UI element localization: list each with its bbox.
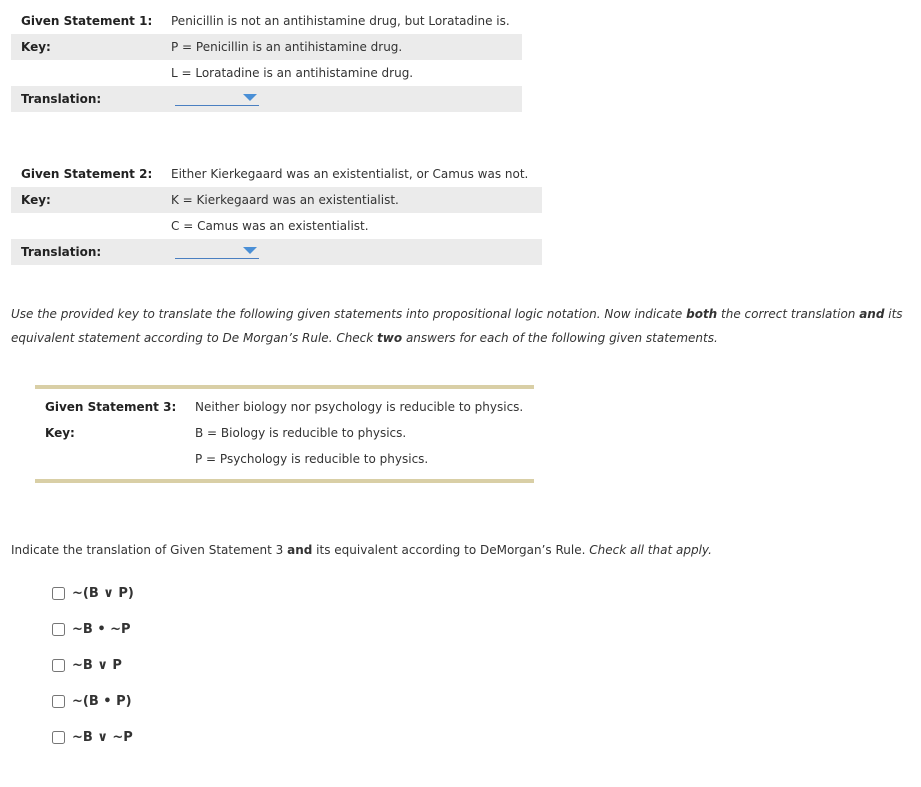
statement3-table [35,389,534,476]
statement2-row [11,161,542,187]
instructions-emphasis: both [686,307,718,321]
statement3-key-label: Key: [45,426,75,440]
statement2-key-label: Key: [21,193,51,207]
question-text: its equivalent according to DeMorgan’s Rule. [312,543,590,557]
instructions-emphasis: and [859,307,885,321]
statement3-text: Neither biology nor psychology is reducible to physics. [195,400,524,414]
question-instruction: Check all that apply. [589,543,712,557]
statement3-row [35,398,534,424]
statement3-label: Given Statement 3: [45,400,177,414]
statement1-key-row [11,34,522,60]
statement2-key-row [11,187,542,213]
option-checkbox-row[interactable] [52,585,134,601]
statement2-translation-label: Translation: [21,245,102,259]
option-checkbox[interactable] [52,731,65,744]
option-checkbox[interactable] [52,623,65,636]
statement1-translation-row [11,86,522,112]
statement1-key1: P = Penicillin is an antihistamine drug. [171,40,403,54]
option-checkbox-row[interactable] [52,729,133,745]
statement2-key1: K = Kierkegaard was an existentialist. [171,193,399,207]
chevron-down-icon [243,247,257,254]
statement2-text: Either Kierkegaard was an existentialist, or Camus was not. [171,167,529,181]
question-emphasis: and [287,543,313,557]
statement1-translation-dropdown[interactable] [175,92,259,106]
statement3-key2-row [35,450,534,476]
option-label: ~B • ~P [72,621,131,637]
instructions-text: Use the provided key to translate the following given statements into propositional logic notation. Now indicate [11,307,687,321]
instructions-text: answers for each of the following given statements. [402,331,718,345]
option-label: ~(B • P) [72,693,132,709]
statement3-key-row [35,424,534,450]
statement1-row [11,8,522,34]
chevron-down-icon [243,94,257,101]
option-checkbox[interactable] [52,695,65,708]
option-checkbox-row[interactable] [52,621,131,637]
statement1-key-label: Key: [21,40,51,54]
statement2-translation-dropdown[interactable] [175,245,259,259]
option-label: ~B ∨ ~P [72,729,133,745]
option-checkbox[interactable] [52,659,65,672]
statement1-key2: L = Loratadine is an antihistamine drug. [171,66,414,80]
statement1-key2-row [11,60,522,86]
statement2-table [11,161,542,265]
statement3-box [35,385,534,483]
question-text: Indicate the translation of Given Statement 3 [11,543,288,557]
statement2-key2: C = Camus was an existentialist. [171,219,369,233]
statement2-label: Given Statement 2: [21,167,153,181]
instructions-text: its equivalent statement according to De Morgan’s Rule. Check [11,307,903,345]
statement1-label: Given Statement 1: [21,14,153,28]
option-checkbox[interactable] [52,587,65,600]
statement3-key2: P = Psychology is reducible to physics. [195,452,429,466]
statement2-key2-row [11,213,542,239]
statement2-translation-row [11,239,542,265]
statement3-key1: B = Biology is reducible to physics. [195,426,407,440]
option-checkbox-row[interactable] [52,657,122,673]
instructions-text: the correct translation [717,307,860,321]
statement1-table [11,8,522,112]
option-label: ~(B ∨ P) [72,585,134,601]
statement1-text: Penicillin is not an antihistamine drug, but Loratadine is. [171,14,510,28]
instructions-emphasis: two [377,331,403,345]
option-label: ~B ∨ P [72,657,122,673]
statement1-translation-label: Translation: [21,92,102,106]
option-checkbox-row[interactable] [52,693,132,709]
instructions [11,302,916,350]
question-prompt [11,543,712,557]
